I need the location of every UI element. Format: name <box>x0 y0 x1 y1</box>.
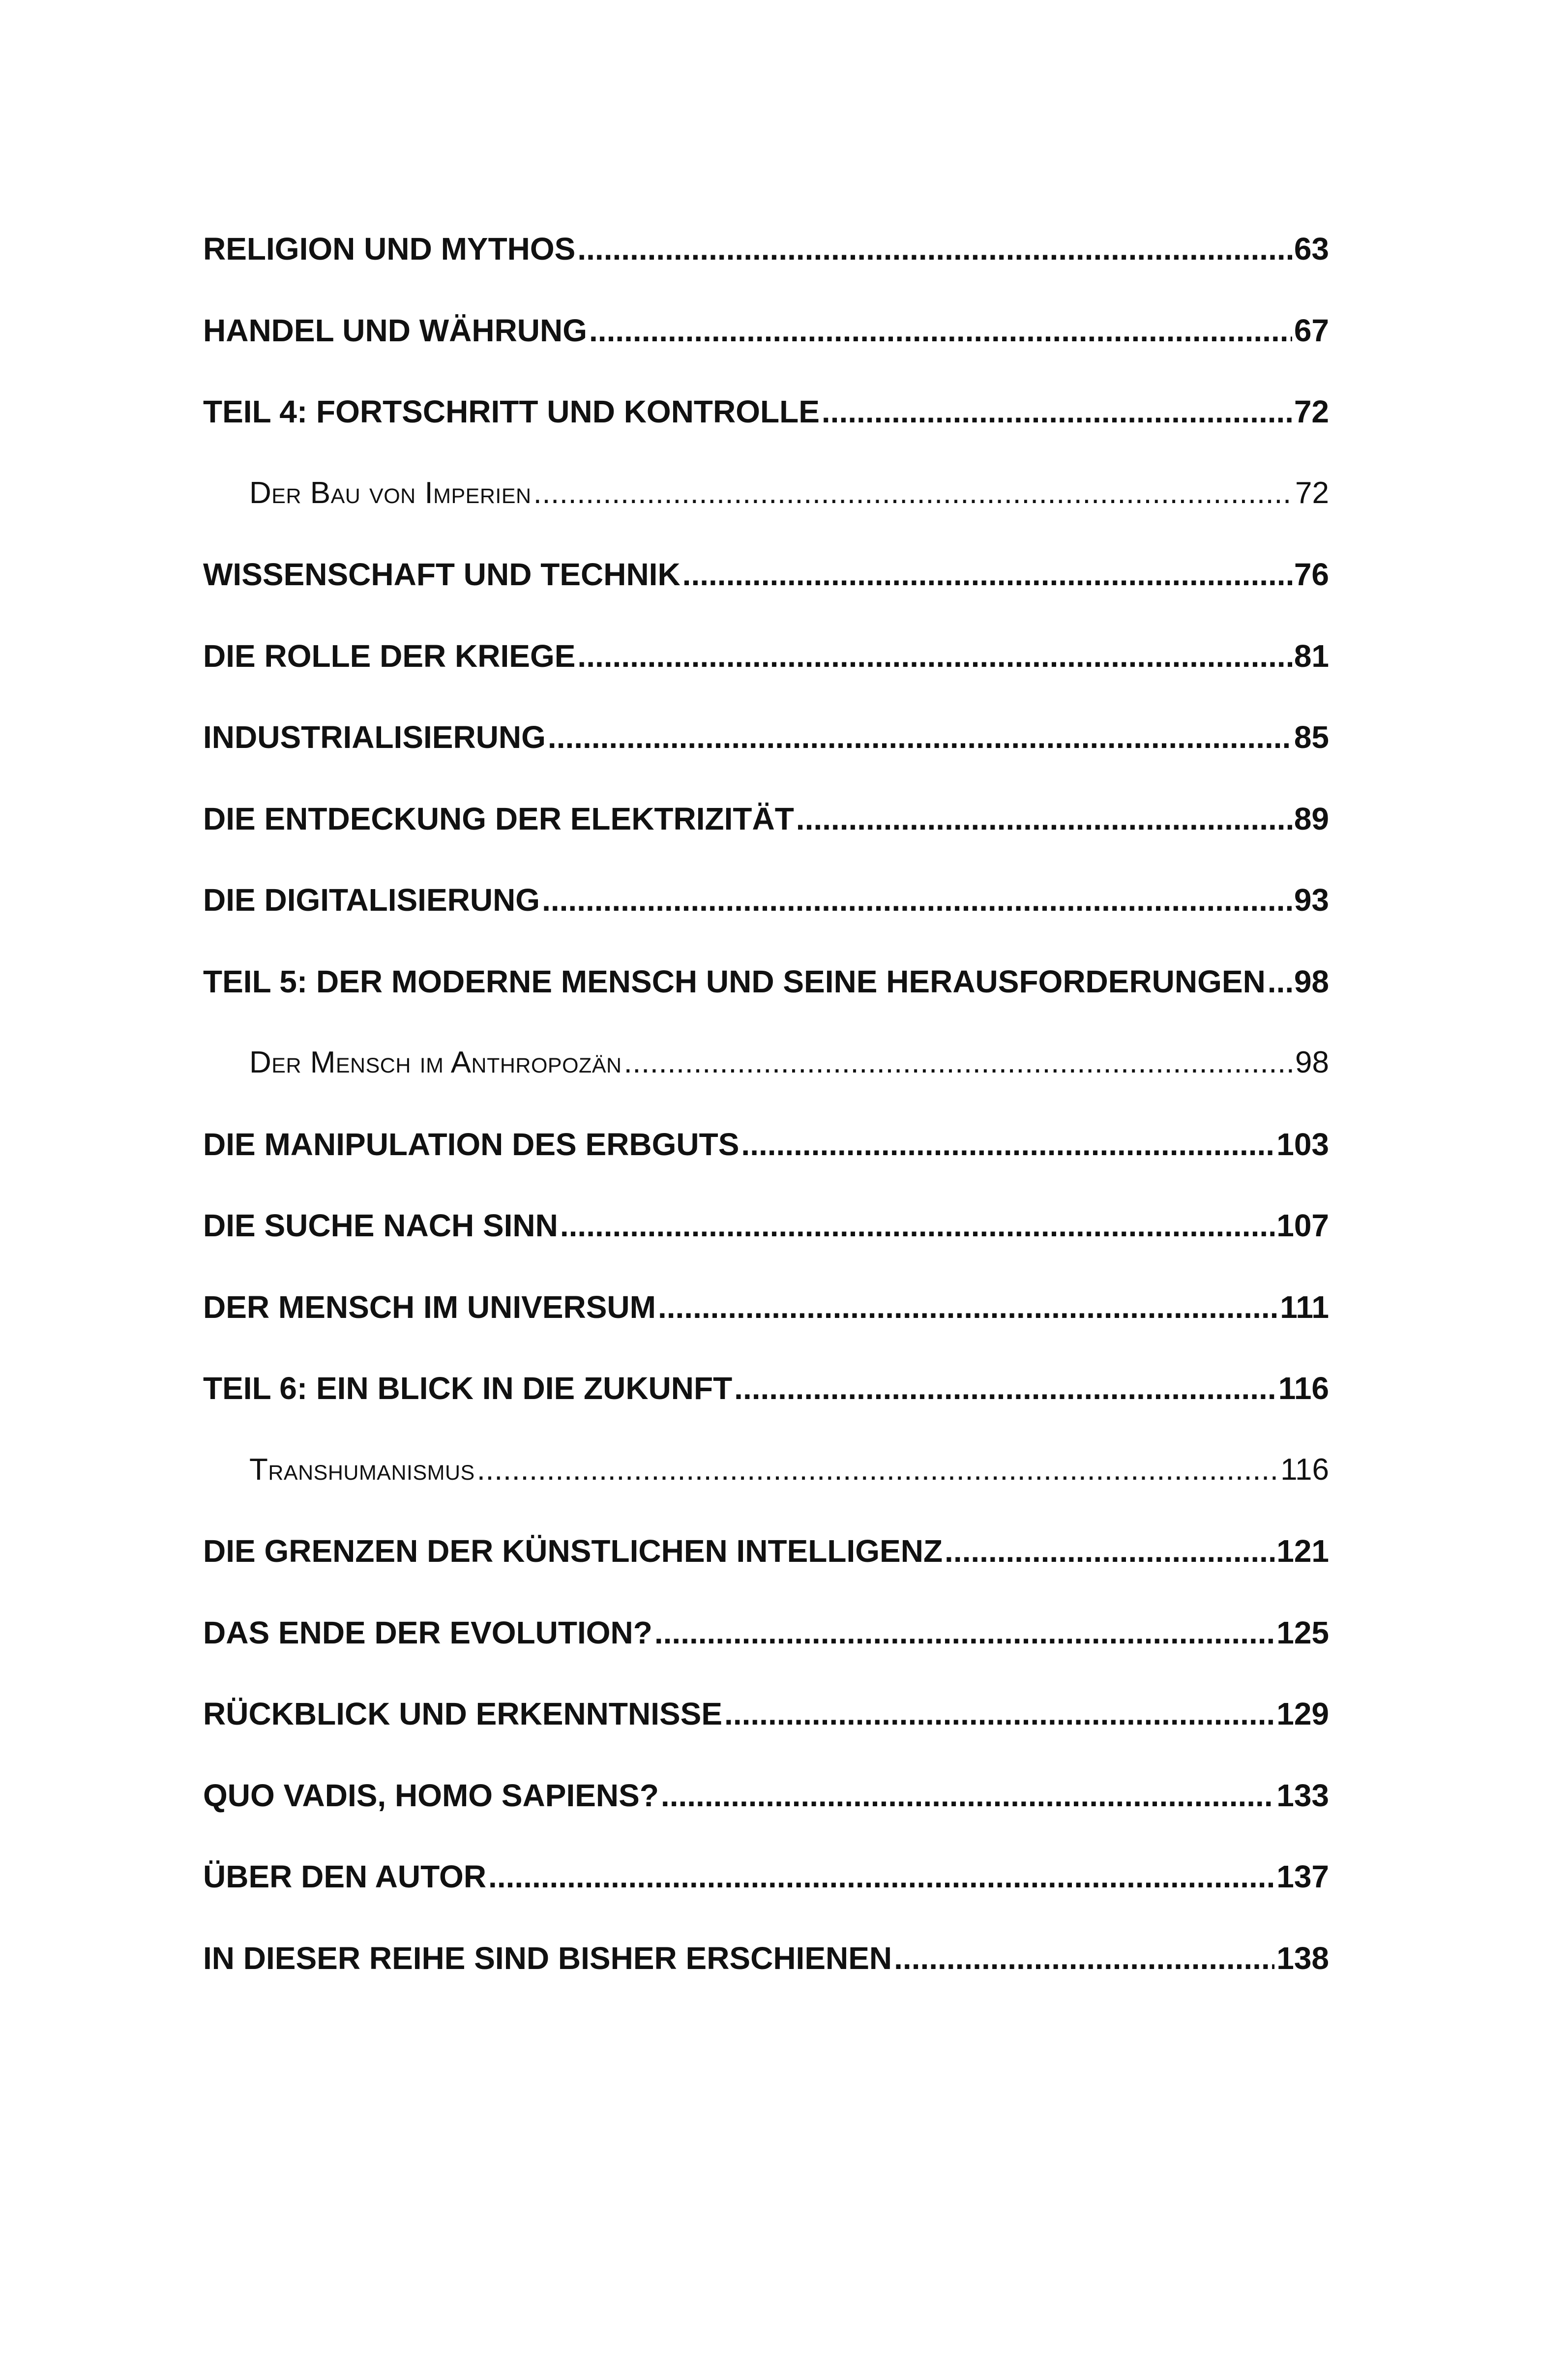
toc-entry[interactable] <box>203 394 1329 476</box>
toc-entry[interactable] <box>203 883 1329 964</box>
toc-entry-page: 98 <box>1294 964 1329 999</box>
toc-dot-leader <box>894 1941 1274 1975</box>
toc-entry-title: DIE GRENZEN DER KÜNSTLICHEN INTELLIGENZ <box>203 1534 943 1569</box>
toc-dot-leader <box>577 232 1292 266</box>
toc-entry-title: DIE MANIPULATION DES ERBGUTS <box>203 1127 740 1162</box>
toc-entry-page: 67 <box>1294 313 1329 348</box>
toc-subentry[interactable] <box>203 476 1329 558</box>
toc-entry-page: 111 <box>1280 1289 1329 1325</box>
toc-subentry[interactable] <box>203 1045 1329 1127</box>
toc-entry-page: 98 <box>1295 1045 1329 1079</box>
toc-entry-page: 116 <box>1280 1452 1329 1487</box>
toc-entry[interactable] <box>203 1697 1329 1778</box>
toc-dot-leader <box>654 1615 1274 1650</box>
toc-entry[interactable] <box>203 1778 1329 1860</box>
toc-entry[interactable] <box>203 1615 1329 1697</box>
toc-entry-title: Transhumanismus <box>249 1452 475 1487</box>
toc-entry-page: 125 <box>1276 1615 1329 1650</box>
toc-entry-title: DIE DIGITALISIERUNG <box>203 883 540 918</box>
toc-entry[interactable] <box>203 1941 1329 2023</box>
toc-entry-title: DIE SUCHE NACH SINN <box>203 1208 558 1243</box>
toc-entry-title: HANDEL UND WÄHRUNG <box>203 313 587 348</box>
toc-entry-title: Der Mensch im Anthropozän <box>249 1045 622 1079</box>
toc-entry-page: 107 <box>1276 1208 1329 1243</box>
toc-dot-leader <box>577 639 1292 673</box>
toc-dot-leader <box>661 1778 1274 1813</box>
toc-entry[interactable] <box>203 557 1329 639</box>
toc-entry[interactable] <box>203 232 1329 313</box>
toc-entry-page: 103 <box>1276 1127 1329 1162</box>
toc-entry[interactable] <box>203 720 1329 802</box>
toc-dot-leader <box>560 1208 1274 1243</box>
toc-entry[interactable] <box>203 1208 1329 1290</box>
toc-dot-leader <box>658 1290 1278 1324</box>
toc-dot-leader <box>533 476 1293 510</box>
toc-entry-title: DAS ENDE DER EVOLUTION? <box>203 1615 652 1650</box>
toc-dot-leader <box>945 1534 1274 1568</box>
toc-dot-leader <box>741 1127 1274 1162</box>
toc-entry-title: RELIGION UND MYTHOS <box>203 232 576 267</box>
toc-entry-page: 129 <box>1276 1697 1329 1731</box>
toc-entry-title: QUO VADIS, HOMO SAPIENS? <box>203 1778 659 1813</box>
toc-entry-page: 137 <box>1276 1859 1329 1894</box>
toc-entry[interactable] <box>203 802 1329 883</box>
toc-entry-page: 63 <box>1294 232 1329 267</box>
toc-entry-title: TEIL 4: FORTSCHRITT UND KONTROLLE <box>203 394 820 429</box>
toc-entry[interactable] <box>203 639 1329 720</box>
toc-entry-title: Der Bau von Imperien <box>249 476 532 510</box>
toc-entry-title: DIE ENTDECKUNG DER ELEKTRIZITÄT <box>203 801 794 836</box>
toc-dot-leader <box>734 1371 1276 1405</box>
toc-entry-title: IN DIESER REIHE SIND BISHER ERSCHIENEN <box>203 1940 892 1976</box>
toc-entry[interactable] <box>203 1127 1329 1209</box>
toc-dot-leader <box>624 1045 1293 1080</box>
toc-dot-leader <box>796 802 1292 836</box>
toc-entry-title: TEIL 5: DER MODERNE MENSCH UND SEINE HERAUSFORDERUNGEN <box>203 964 1266 999</box>
toc-entry-page: 121 <box>1276 1534 1329 1569</box>
toc-dot-leader <box>477 1453 1278 1487</box>
toc-entry-page: 138 <box>1276 1940 1329 1976</box>
toc-subentry[interactable] <box>203 1453 1329 1534</box>
toc-entry-title: TEIL 6: EIN BLICK IN DIE ZUKUNFT <box>203 1371 733 1406</box>
toc-entry[interactable] <box>203 1290 1329 1372</box>
toc-entry-page: 85 <box>1294 720 1329 755</box>
toc-entry-title: DIE ROLLE DER KRIEGE <box>203 638 576 674</box>
toc-entry[interactable] <box>203 1859 1329 1941</box>
toc-entry-page: 72 <box>1295 476 1329 510</box>
toc-entry-title: RÜCKBLICK UND ERKENNTNISSE <box>203 1697 723 1731</box>
toc-entry-title: INDUSTRIALISIERUNG <box>203 720 546 755</box>
toc-dot-leader <box>682 557 1292 592</box>
toc-entry-title: WISSENSCHAFT UND TECHNIK <box>203 557 680 592</box>
toc-entry-page: 72 <box>1294 394 1329 429</box>
toc-entry[interactable] <box>203 313 1329 395</box>
toc-entry[interactable] <box>203 1534 1329 1615</box>
toc-dot-leader <box>488 1859 1274 1894</box>
toc-entry[interactable] <box>203 1371 1329 1453</box>
toc-dot-leader <box>548 720 1292 754</box>
toc-entry-page: 81 <box>1294 638 1329 674</box>
toc-dot-leader <box>724 1697 1274 1731</box>
toc-entry[interactable] <box>203 964 1329 1046</box>
toc-entry-title: ÜBER DEN AUTOR <box>203 1859 487 1894</box>
toc-dot-leader <box>1268 964 1292 999</box>
toc-entry-page: 76 <box>1294 557 1329 592</box>
toc-dot-leader <box>822 394 1292 429</box>
toc-dot-leader <box>589 313 1292 348</box>
toc-entry-page: 116 <box>1278 1371 1329 1406</box>
toc-entry-page: 133 <box>1276 1778 1329 1813</box>
toc-dot-leader <box>542 883 1292 917</box>
toc-entry-title: DER MENSCH IM UNIVERSUM <box>203 1289 656 1325</box>
toc-entry-page: 89 <box>1294 801 1329 836</box>
table-of-contents <box>203 232 1329 2022</box>
toc-entry-page: 93 <box>1294 883 1329 918</box>
